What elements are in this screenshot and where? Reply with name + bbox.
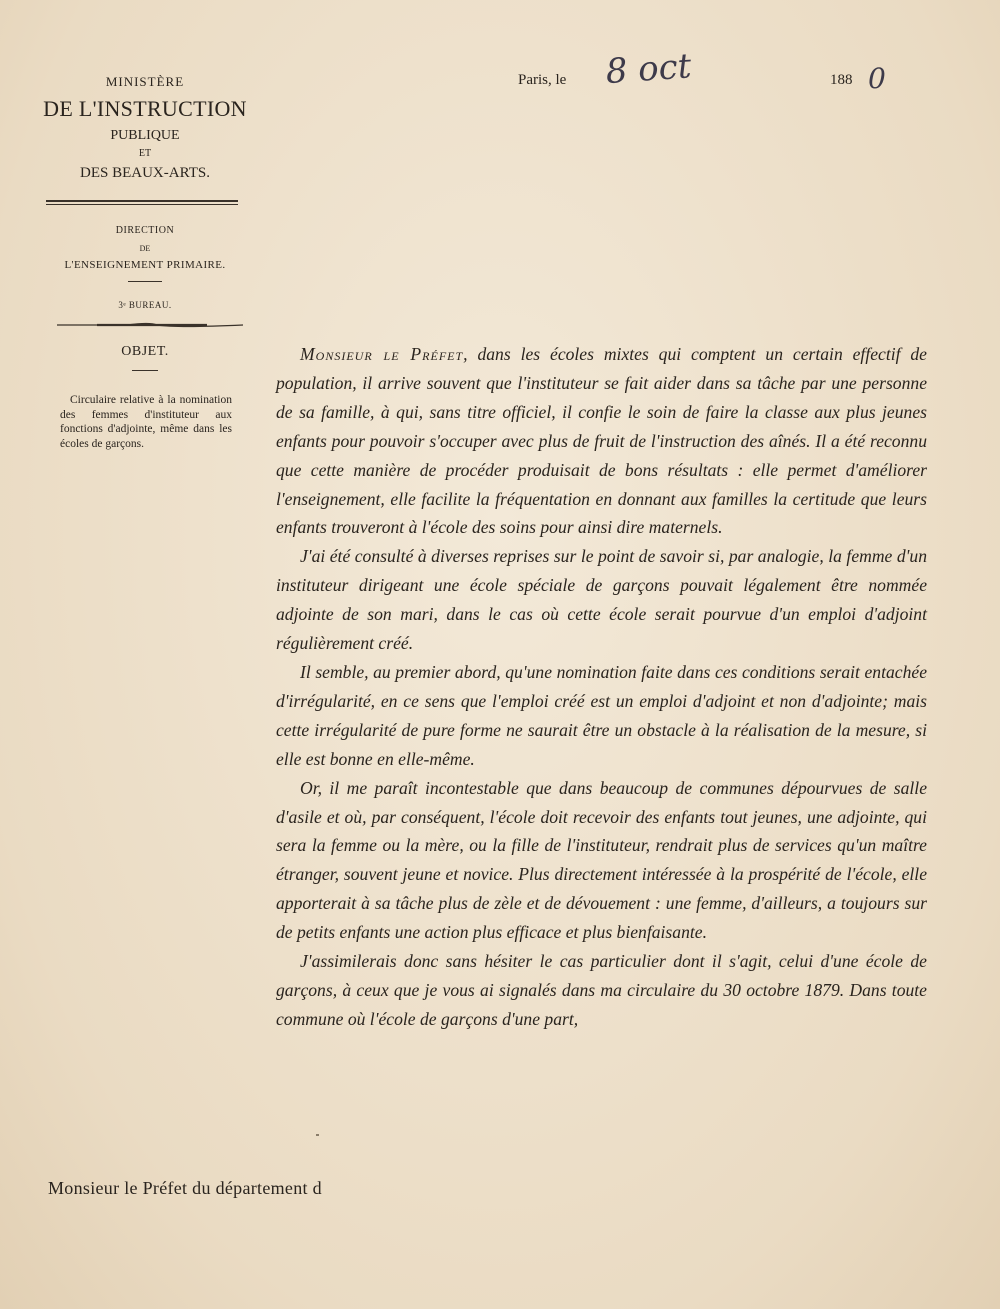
- ministry-name: DE L'INSTRUCTION: [43, 96, 247, 121]
- ministry-label: MINISTÈRE: [105, 74, 185, 89]
- paragraph-1: [276, 340, 927, 542]
- subject-summary: Circulaire relative à la nomination des femmes d'instituteur aux fonctions d'adjointe, même dans les écoles de garçons.: [60, 394, 232, 450]
- ink-speck: [316, 1134, 319, 1136]
- letter-body: [276, 340, 927, 1034]
- letterhead: [40, 74, 250, 451]
- paragraph-2: J'ai été consulté à diverses reprises sur le point de savoir si, par analogie, la femme d'un instituteur dirigeant une école spéciale de garçons pouvait légalement être nommée adjointe de son mari, dans le cas où cette école serait pourvue d'un emploi d'adjoint régulièrement créé.: [276, 546, 927, 654]
- swell-divider: [57, 322, 243, 328]
- dateline-place: Paris, le: [518, 72, 567, 88]
- handwritten-year: 0: [868, 62, 886, 95]
- objet-divider: [132, 370, 158, 371]
- bureau-label: 3ᵉ BUREAU.: [118, 300, 172, 310]
- dateline-year: 188: [830, 72, 853, 88]
- ministry-publique: PUBLIQUE: [110, 128, 180, 143]
- paragraph-4: Or, il me paraît incontestable que dans beaucoup de communes dépourvues de salle d'asile et où, par conséquent, l'école doit recevoir des enfants tout jeunes, une adjointe, qui sera la femme ou la mère, ou la fille de l'instituteur, rendrait plus de services qu'un maître étranger, souvent jeune et novice. Plus directement intéressée à la prospérité de l'école, elle apporterait à sa tâche plus de zèle et de dévouement : une femme, d'ailleurs, a toujours sur de petits enfants une action plus efficace et plus bienfaisante.: [276, 777, 927, 943]
- recipient-address: Monsieur le Préfet du département d: [48, 1178, 322, 1198]
- ministry-beaux-arts: DES BEAUX-ARTS.: [80, 165, 210, 181]
- paragraph-1-text: , dans les écoles mixtes qui comptent un certain effectif de population, il arrive souvent que l'instituteur se fait aider dans sa tâche par une personne de sa famille, à qui, sans titre officiel, il confie le soin de faire la classe aux plus jeunes enfants pour pouvoir s'occuper avec plus de fruit de l'instruction des aînés. Il a été reconnu que cette manière de procéder produisait de bons résultats : elle permet d'améliorer l'enseignement, elle facilite la fréquentation en donnant aux familles la certitude que leurs enfants trouveront à l'école des soins pour ainsi dire maternels.: [276, 344, 927, 538]
- direction-name: L'ENSEIGNEMENT PRIMAIRE.: [64, 259, 226, 271]
- paragraph-3: Il semble, au premier abord, qu'une nomination faite dans ces conditions serait entachée d'irrégularité, en ce sens que l'emploi créé est un emploi d'adjoint et non d'adjointe; mais cette irrégularité de pure forme ne saurait être un obstacle à la réalisation de la mesure, si elle est bonne en elle-même.: [276, 661, 927, 769]
- salutation: Monsieur le Préfet: [300, 344, 464, 364]
- paragraph-5: J'assimilerais donc sans hésiter le cas particulier dont il s'agit, celui d'une école de garçons, à ceux que je vous ai signalés dans ma circulaire du 30 octobre 1879. Dans toute commune où l'école de garçons d'une part,: [276, 951, 927, 1029]
- ministry-et: ET: [138, 148, 152, 159]
- short-divider: [128, 281, 162, 282]
- direction-label: DIRECTION: [115, 225, 175, 236]
- handwritten-date: 8 oct: [604, 46, 693, 93]
- direction-de: DE: [139, 244, 151, 253]
- double-divider: [46, 200, 238, 205]
- objet-label: OBJET.: [121, 344, 169, 359]
